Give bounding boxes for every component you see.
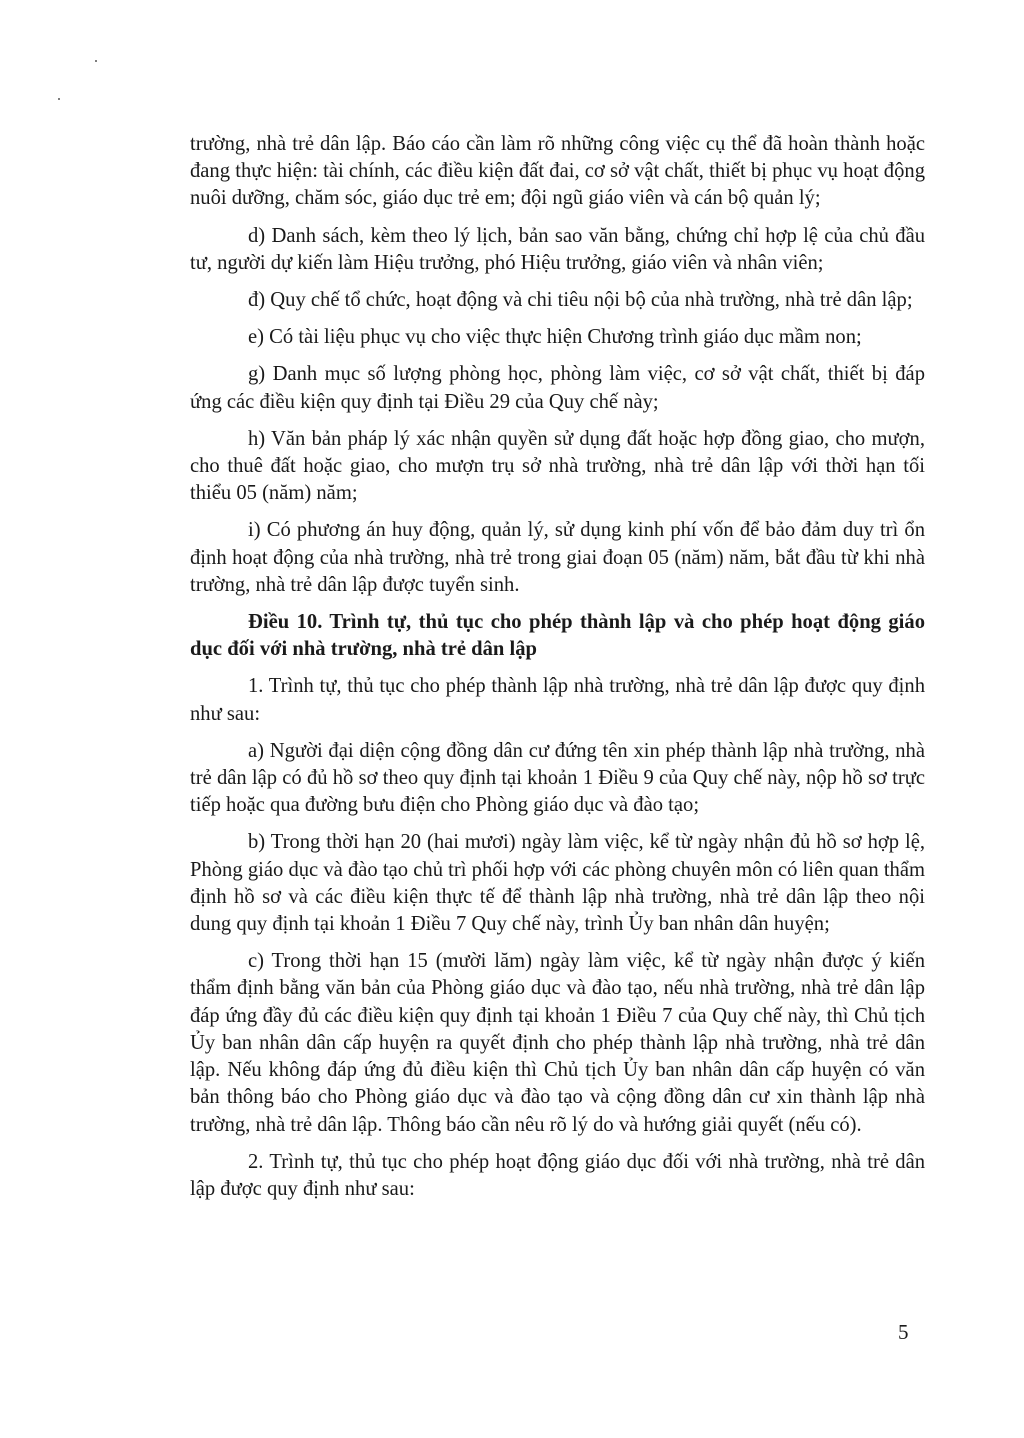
paragraph-item-h: h) Văn bản pháp lý xác nhận quyền sử dụng đất hoặc hợp đồng giao, cho mượn, cho thuê đất hoặc giao, cho mượn trụ sở nhà trường, nhà trẻ dân lập với thời hạn tối thiểu 05 (năm) năm;	[190, 427, 925, 505]
paragraph-clause-1: 1. Trình tự, thủ tục cho phép thành lập nhà trường, nhà trẻ dân lập được quy định như sau:	[190, 675, 925, 725]
article-heading: Điều 10. Trình tự, thủ tục cho phép thành lập và cho phép hoạt động giáo dục đối với nhà trường, nhà trẻ dân lập	[190, 611, 925, 661]
paragraph-clause-2: 2. Trình tự, thủ tục cho phép hoạt động giáo dục đối với nhà trường, nhà trẻ dân lập được quy định như sau:	[190, 1150, 925, 1200]
scan-speck	[58, 98, 60, 100]
page-number: 5	[898, 1320, 909, 1344]
scan-speck	[95, 60, 97, 62]
paragraph-item-g: g) Danh mục số lượng phòng học, phòng làm việc, cơ sở vật chất, thiết bị đáp ứng các điều kiện quy định tại Điều 29 của Quy chế này;	[190, 363, 925, 413]
paragraph-continuation: trường, nhà trẻ dân lập. Báo cáo cần làm rõ những công việc cụ thể đã hoàn thành hoặc đang thực hiện: tài chính, các điều kiện đất đai, cơ sở vật chất, thiết bị phục vụ hoạt động nuôi dưỡng, chăm sóc, giáo dục trẻ em; đội ngũ giáo viên và cán bộ quản lý;	[190, 133, 925, 210]
paragraph-item-d: d) Danh sách, kèm theo lý lịch, bản sao văn bằng, chứng chỉ hợp lệ của chủ đầu tư, người dự kiến làm Hiệu trưởng, phó Hiệu trưởng, giáo viên và nhân viên;	[190, 224, 925, 274]
document-page	[190, 131, 925, 1213]
paragraph-item-i: i) Có phương án huy động, quản lý, sử dụng kinh phí vốn để bảo đảm duy trì ổn định hoạt động của nhà trường, nhà trẻ trong giai đoạn 05 (năm) năm, bắt đầu từ khi nhà trường, nhà trẻ dân lập được tuyển sinh.	[190, 519, 925, 596]
paragraph-item-e: e) Có tài liệu phục vụ cho việc thực hiện Chương trình giáo dục mầm non;	[248, 326, 862, 349]
paragraph-item-dd: đ) Quy chế tổ chức, hoạt động và chi tiêu nội bộ của nhà trường, nhà trẻ dân lập;	[248, 289, 913, 312]
paragraph-item-c: c) Trong thời hạn 15 (mười lăm) ngày làm việc, kể từ ngày nhận được ý kiến thẩm định bằng văn bản của Phòng giáo dục và đào tạo, nếu nhà trường, nhà trẻ dân lập đáp ứng đầy đủ các điều kiện quy định tại khoản 1 Điều 7 của Quy chế này, thì Chủ tịch Ủy ban nhân dân cấp huyện ra quyết định cho phép thành lập nhà trường, nhà trẻ dân lập. Nếu không đáp ứng đủ điều kiện thì Chủ tịch Ủy ban nhân dân cấp huyện có văn bản thông báo cho Phòng giáo dục và đào tạo và cộng đồng dân cư xin thành lập nhà trường, nhà trẻ dân lập. Thông báo cần nêu rõ lý do và hướng giải quyết (nếu có).	[190, 950, 925, 1136]
paragraph-item-a: a) Người đại diện cộng đồng dân cư đứng tên xin phép thành lập nhà trường, nhà trẻ dân lập có đủ hồ sơ theo quy định tại khoản 1 Điều 9 của Quy chế này, nộp hồ sơ trực tiếp hoặc qua đường bưu điện cho Phòng giáo dục và đào tạo;	[190, 739, 925, 817]
paragraph-item-b: b) Trong thời hạn 20 (hai mươi) ngày làm việc, kể từ ngày nhận đủ hồ sơ hợp lệ, Phòng giáo dục và đào tạo chủ trì phối hợp với các phòng chuyên môn có liên quan thẩm định hồ sơ và các điều kiện thực tế để thành lập nhà trường, nhà trẻ dân lập theo nội dung quy định tại khoản 1 Điều 7 Quy chế này, trình Ủy ban nhân dân huyện;	[190, 831, 925, 936]
